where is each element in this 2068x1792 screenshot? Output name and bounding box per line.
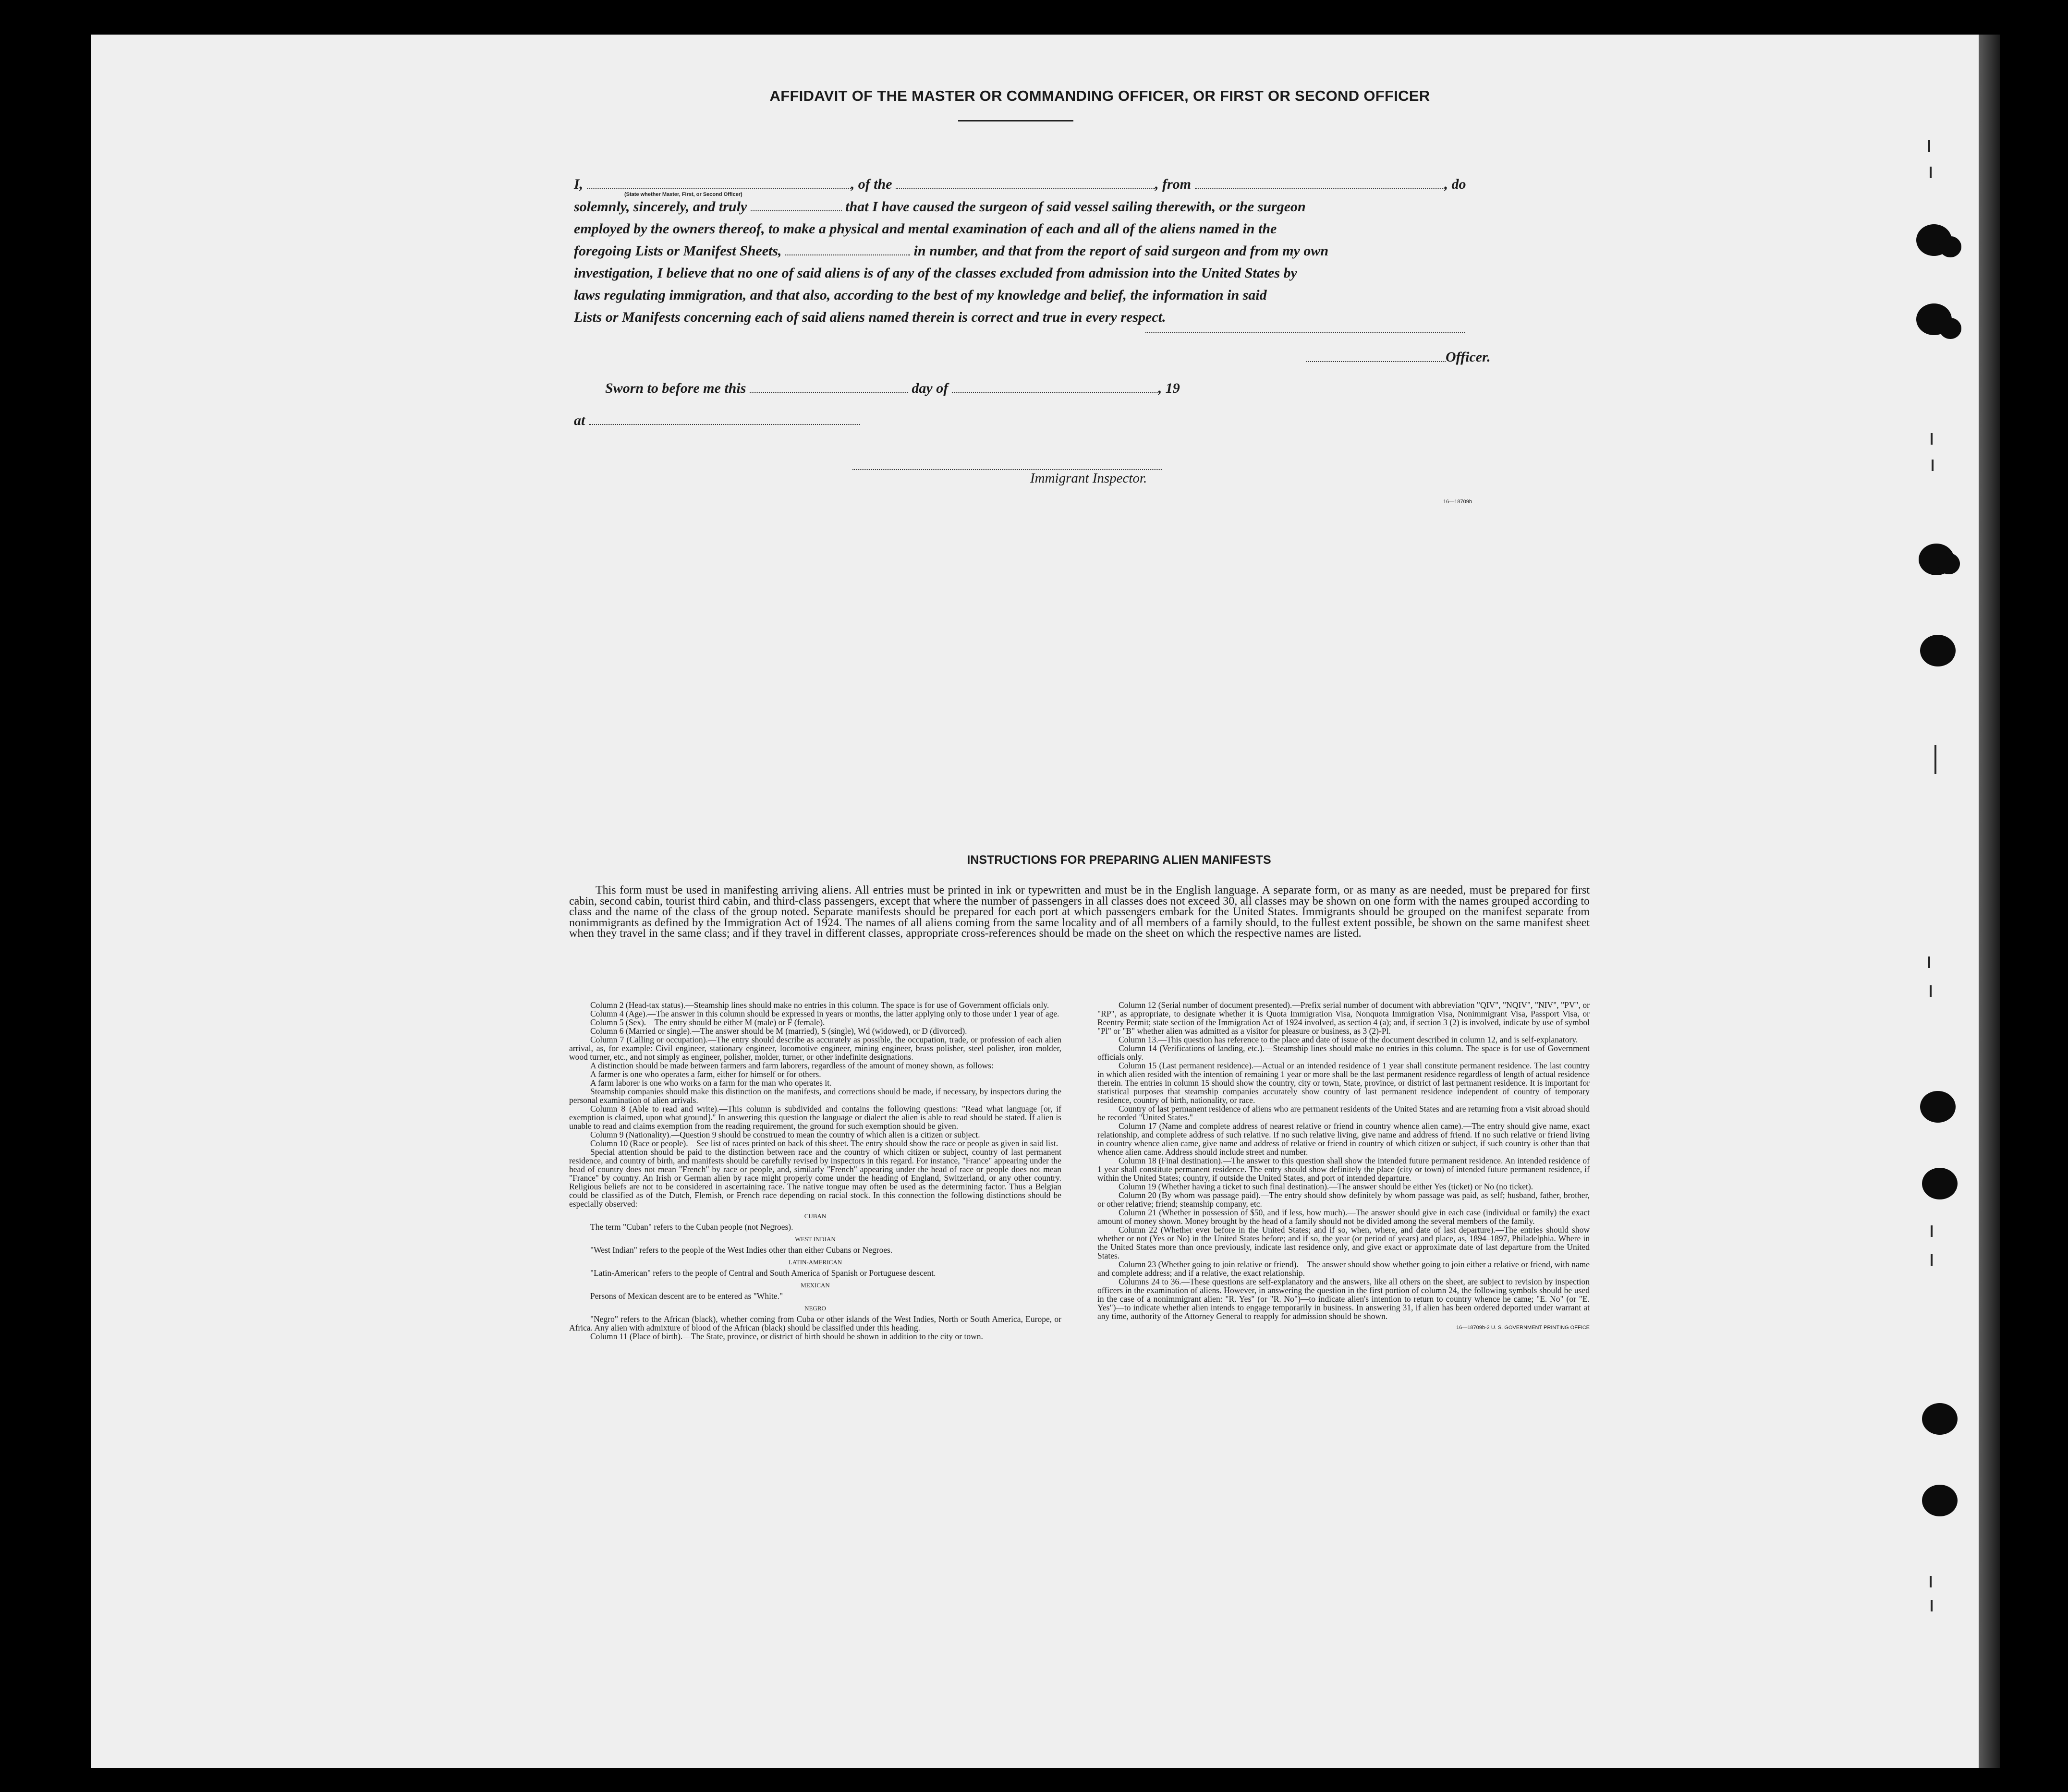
left-para: "Negro" refers to the African (black), whether coming from Cuba or other islands of the West Indies, North or South America, Europe, or Africa. Any alien with admixture of blood of the African (black) should be classified under this heading. (569, 1314, 1061, 1332)
officer-rank-blank[interactable] (587, 178, 851, 189)
heading-mexican: MEXICAN (801, 1282, 830, 1289)
left-para: Column 5 (Sex).—The entry should be either M (male) or F (female). (590, 1017, 825, 1027)
punch-hole (1939, 236, 1961, 257)
port-from-blank[interactable] (1195, 178, 1445, 189)
left-para: Column 7 (Calling or occupation).—The entry should describe as accurately as possible, the occupation, trade, or profession of each alien arrival, as, for example: Civil engineer, stationary engineer, locomotive engineer, mining engineer, brass polisher, steel polisher, iron molder, wood turner, etc., and not simply as engineer, polisher, molder, turner, or other indefinite designations. (569, 1035, 1061, 1062)
right-para: Column 12 (Serial number of document presented).—Prefix serial number of document with abbreviation "QIV", "NQIV", "NIV", "PV", or "RP", as appropriate, to designate whether it is Quota Immigration Visa, Nonquota Immigration Visa, Nonimmigrant Visa, Passport Visa, or Reentry Permit; state section of the Immigration Act of 1924 involved, as section 4 (a); and, if section 3 (2) is involved, indicate by use of symbol "Pl" or "B" whether alien was admitted as a visitor for pleasure or business, as 3 (2)-Pl. (1097, 1000, 1590, 1036)
affidavit-line-4: foregoing Lists or Manifest Sheets, in number, and that from the report of said surgeon and from my own (574, 243, 1329, 259)
punch-hole (1939, 318, 1961, 339)
heading-latin-american: LATIN-AMERICAN (788, 1259, 842, 1266)
edge-mark (1931, 1600, 1933, 1611)
sheet-count-blank[interactable] (785, 245, 910, 255)
edge-mark (1930, 985, 1932, 997)
inspector-label: Immigrant Inspector. (1030, 471, 1147, 486)
vessel-name-blank[interactable] (896, 178, 1155, 189)
right-para: Columns 24 to 36.—These questions are self-explanatory and the answers, like all others on the sheet, are subject to revision by inspection officers in the examination of aliens. However, in answering the question in the first portion of column 24, the following symbols should be used in the case of a nonimmigrant alien: "R. Yes" (or "R. No")—to indicate alien's intention to return to country whence he came; "E. No" (or "E. Yes")—to indicate whether alien intends to engage temporarily in business. In answering 31, if alien has been ordered deported under warrant at any time, authority of the Attorney General to reapply for admission should be shown. (1097, 1277, 1590, 1321)
right-para: Column 18 (Final destination).—The answer to this question shall show the intended future permanent residence. An intended residence of 1 year shall constitute permanent residence. The entry should show definitely the place (city or town) of intended future permanent residence, if within the United States; country, if outside the United States, and port of intended departure. (1097, 1156, 1590, 1183)
left-para: Persons of Mexican descent are to be entered as "White." (590, 1291, 783, 1301)
left-para: Column 4 (Age).—The answer in this column should be expressed in years or months, the latter applying only to those under 1 year of age. (590, 1009, 1059, 1018)
affidavit-line-7: Lists or Manifests concerning each of said aliens named therein is correct and true in every respect. (574, 309, 1166, 325)
edge-mark (1931, 1254, 1933, 1266)
left-para: "Latin-American" refers to the people of Central and South America of Spanish or Portuguese descent. (590, 1268, 936, 1278)
left-para: The term "Cuban" refers to the Cuban people (not Negroes). (590, 1222, 793, 1232)
edge-mark (1928, 957, 1930, 968)
instructions-right-column (1097, 1001, 1590, 1332)
inspector-signature-line[interactable] (852, 469, 1162, 470)
heading-west-indian: WEST INDIAN (795, 1235, 836, 1243)
officer-signature-line[interactable] (1306, 361, 1446, 362)
edge-mark (1931, 1225, 1933, 1237)
left-para: A farm laborer is one who works on a farm for the man who operates it. (590, 1078, 832, 1088)
left-para: "West Indian" refers to the people of the West Indies other than either Cubans or Negroes. (590, 1245, 893, 1255)
punch-hole (1922, 1403, 1958, 1435)
edge-mark (1932, 460, 1934, 471)
instructions-title: INSTRUCTIONS FOR PREPARING ALIEN MANIFESTS (967, 853, 1271, 867)
left-para: Steamship companies should make this distinction on the manifests, and corrections should be made, if necessary, by inspectors during the personal examination of alien arrivals. (569, 1087, 1061, 1105)
page-edge-shadow (1979, 35, 2000, 1768)
sworn-month-blank[interactable] (952, 382, 1158, 393)
punch-hole (1920, 635, 1956, 666)
right-para: Column 21 (Whether in possession of $50, and if less, how much).—The answer should give in each case (individual or family) the exact amount of money shown. Money brought by the head of a family should not be divided among the several members of the family. (1097, 1208, 1590, 1226)
left-para: Column 2 (Head-tax status).—Steamship lines should make no entries in this column. The space is for use of Government officials only. (590, 1000, 1049, 1010)
heading-cuban: CUBAN (804, 1212, 827, 1220)
instructions-intro: This form must be used in manifesting arriving aliens. All entries must be printed in ink or typewritten and must be in the English language. A separate form, or as many as are needed, must be prepared for first cabin, second cabin, tourist third cabin, and third-class passengers, except that where the number of passengers in all classes does not exceed 30, all classes may be shown on one form with the names grouped according to class and the name of the class of the group noted. Separate manifests should be prepared for each port at which passengers embark for the United States. Immigrants should be grouped on the manifest separate from nonimmigrants as defined by the Immigration Act of 1924. The names of all aliens coming from the same locality and of all members of a family should, to the fullest extent possible, be shown on the same manifest sheet when they travel in the same class; and if they travel in different classes, appropriate cross-references should be made on the sheet on which the respective names are listed. (569, 884, 1590, 940)
left-para: Column 8 (Able to read and write).—This column is subdivided and contains the following questions: "Read what language [or, if exemption is claimed, upon what ground]." In answering this question the language or dialect the alien is able to read should be stated. If alien is unable to read and claims exemption from the reading requirement, the ground for such exemption should be given. (569, 1104, 1061, 1131)
sworn-place-blank[interactable] (589, 414, 860, 425)
right-para: Column 20 (By whom was passage paid).—The entry should show definitely by whom passage was paid, as self; husband, father, brother, or other relative; friend; steamship company, etc. (1097, 1190, 1590, 1209)
edge-mark (1931, 433, 1933, 445)
right-para: Column 23 (Whether going to join relative or friend).—The answer should show whether going to join either a relative or friend, with name and complete address; and if a relative, the exact relationship. (1097, 1259, 1590, 1278)
edge-mark (1928, 140, 1930, 152)
at-line: at (574, 412, 1592, 429)
right-para: Column 15 (Last permanent residence).—Actual or an intended residence of 1 year shall constitute permanent residence. The last country in which alien resided with the intention of remaining 1 year or more shall be the last permanent residence regardless of length of actual residence therein. The entries in column 15 should show the country, city or town, State, province, or district of last permanent residence. It is important for statistical purposes that steamship companies accurately show country of last permanent residence independent of country of temporary residence, country of birth, nationality, or race. (1097, 1061, 1590, 1105)
left-para: Special attention should be paid to the distinction between race and the country of which citizen or subject, country of last permanent residence, and country of birth, and manifests should be carefully revised by inspectors in this regard. For instance, "France" appearing under the head of country does not mean "French" by race or people, and, similarly "French" appearing under the head of race or people does not mean "France" by country. An Irish or German alien by race might properly come under the heading of England, Switzerland, or any other country. Religious beliefs are not to be considered in ascertaining race. The native tongue may often be used as the determining factor. Thus a Belgian could be classified as of the Dutch, Flemish, or French race depending on racial stock. In this connection the following distinctions should be especially observed: (569, 1147, 1061, 1209)
affidavit-line-2: solemnly, sincerely, and truly that I have caused the surgeon of said vessel sailing therewith, or the surgeon (574, 199, 1306, 215)
left-para: A distinction should be made between farmers and farm laborers, regardless of the amount of money shown, as follows: (590, 1061, 994, 1070)
edge-mark (1934, 745, 1936, 774)
officer-label: Officer. (1446, 349, 1491, 365)
instructions-left-column (569, 1001, 1061, 1341)
right-para: Column 13.—This question has reference to the place and date of issue of the document described in column 12, and is self-explanatory. (1119, 1035, 1578, 1044)
swear-affirm-blank[interactable] (751, 201, 842, 211)
left-para: Column 10 (Race or people).—See list of races printed on back of this sheet. The entry should show the race or people as given in said list. (590, 1138, 1058, 1148)
left-para: A farmer is one who operates a farm, either for himself or for others. (590, 1069, 821, 1079)
affidavit-line-1: I, , of the , from , do (574, 176, 1466, 192)
right-para: Country of last permanent residence of aliens who are permanent residents of the United States and are returning from a visit abroad should be recorded "United States." (1097, 1104, 1590, 1122)
punch-hole (1922, 1168, 1958, 1199)
signature-line[interactable] (1145, 332, 1465, 333)
punch-hole (1920, 1091, 1956, 1123)
title-underline (958, 120, 1073, 121)
right-para: Column 14 (Verifications of landing, etc.).—Steamship lines should make no entries in this column. The space is for use of Government officials only. (1097, 1043, 1590, 1062)
document-page (91, 35, 1979, 1768)
right-para: Column 17 (Name and complete address of nearest relative or friend in country whence alien came).—The entry should give name, exact relationship, and complete address of such relative. If no such relative living, give name and address of friend. If no such relative or friend living in country whence alien came, give name and address of relative or friend in country of which citizen or subject, if such country is other than that whence alien came. Address should include street and number. (1097, 1121, 1590, 1157)
sworn-line: Sworn to before me this day of , 19 (605, 380, 1180, 396)
form-number: 16—18709b (1443, 499, 1472, 505)
heading-negro: NEGRO (804, 1305, 826, 1312)
edge-mark (1930, 1576, 1932, 1587)
left-para: Column 11 (Place of birth).—The State, province, or district of birth should be shown in addition to the city or town. (590, 1332, 983, 1341)
right-para: Column 22 (Whether ever before in the United States; and if so, when, where, and date of last departure).—The entries should show whether or not (Yes or No) in the United States before; and if so, the year (or period of years) and place, as, 1894–1897, Philadelphia. Where in the United States more than once previously, indicate last residence only, and give exact or approximate date of last departure from the United States. (1097, 1225, 1590, 1260)
affidavit-line-3: employed by the owners thereof, to make a physical and mental examination of each and all of the aliens named in the (574, 221, 1277, 237)
affidavit-line-6: laws regulating immigration, and that also, according to the best of my knowledge and belief, the information in said (574, 287, 1267, 303)
sworn-day-blank[interactable] (750, 382, 908, 393)
right-para: Column 19 (Whether having a ticket to such final destination).—The answer should be either Yes (ticket) or No (no ticket). (1119, 1182, 1533, 1191)
affidavit-title: AFFIDAVIT OF THE MASTER OR COMMANDING OFFICER, OR FIRST OR SECOND OFFICER (769, 87, 1430, 104)
affidavit-line-5: investigation, I believe that no one of said aliens is of any of the classes excluded from admission into the United States by (574, 265, 1297, 281)
left-para: Column 6 (Married or single).—The answer should be M (married), S (single), Wd (widowed), or D (divorced). (590, 1026, 967, 1036)
left-para: Column 9 (Nationality).—Question 9 should be construed to mean the country of which alien is a citizen or subject. (590, 1130, 980, 1139)
footer-printing-office: 16—18709b-2 U. S. GOVERNMENT PRINTING OFFICE (1456, 1325, 1590, 1331)
punch-hole (1922, 1485, 1958, 1516)
edge-mark (1930, 167, 1932, 178)
punch-hole (1938, 553, 1960, 574)
state-officer-note: (State whether Master, First, or Second Officer) (624, 192, 742, 197)
